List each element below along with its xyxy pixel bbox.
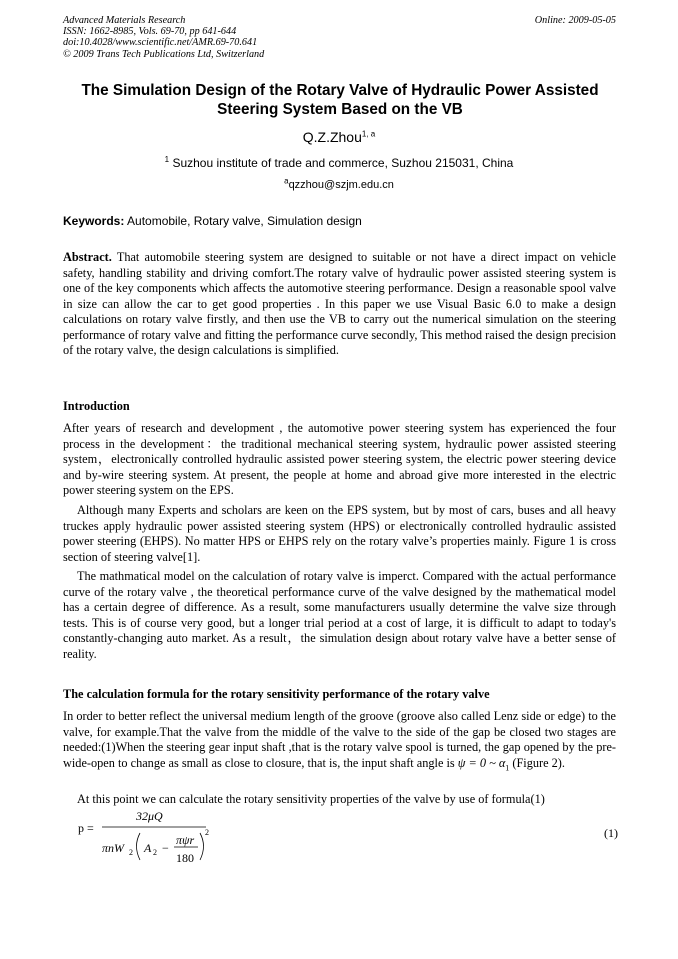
intro-paragraph-2: Although many Experts and scholars are keen on the EPS system, but by most of cars, buses and all heavy truckes apply hydraulic power assisted steering system (HPS) or electronically controlled hydraulic assisted power steering (EHPS). No matter HPS or EHPS rely on the rotary valve’s properties mainly. Figure 1 is cross section of steering valve[1]. (63, 503, 616, 564)
formula-numerator: 32μQ (136, 809, 163, 823)
abstract-text: That automobile steering system are designed to suitable or not have a direct impact on vehicle safety, handling stability and driving comfort.The rotary valve of hydraulic power assisted steering system is one of the key components which affects the automotive steering performance. Design a reasonable spool valve in size can allow the car to get good properties . In this paper we use Visual Basic 6.0 to make a design calculations on rotary valve firstly, and then use the VB to carry out the numerical simulation on the steering performance of rotary valve and fitting the performance curve secondly, This method raised the design precision of the rotary valve, the design calculations is simplified. (63, 250, 616, 357)
formula-den-a: A (144, 841, 152, 855)
online-date: Online: 2009-05-05 (534, 15, 616, 26)
abstract-label: Abstract. (63, 250, 112, 264)
calc-inline-math: ψ = 0 ~ α (457, 755, 506, 770)
affiliation-sup: 1 (164, 155, 170, 164)
formula-inner-num: πψr (176, 833, 195, 847)
affiliation-text: Suzhou institute of trade and commerce, Suzhou 215031, China (172, 156, 514, 170)
doi-line[interactable]: doi:10.4028/www.scientific.net/AMR.69-70.641 (63, 37, 258, 49)
affiliation (0, 155, 678, 171)
copyright-line: © 2009 Trans Tech Publications Ltd, Switzerland (63, 48, 265, 60)
formula-exponent: 2 (205, 828, 209, 837)
email-sup: a (284, 176, 289, 186)
author-sup: 1, a (361, 129, 376, 139)
calc-heading: The calculation formula for the rotary sensitivity performance of the rotary valve (63, 687, 490, 701)
journal-header (63, 15, 616, 60)
intro-paragraph-3: The mathmatical model on the calculation of rotary valve is imperct. Compared with the actual performance curve of the rotary valve , the theoretical performance curve of the valve designed by the mathematical model has a certain degree of difference. As a result, some manufacturers usually determine the valve size through tests. This is of course very good, but a longer trial period at a cost of large, it is difficult to adapt to today's constantly-changing auto market. As a result，the simulation design about rotary valve have a better sense of reality. (63, 569, 616, 661)
formula-lhs: p = (78, 821, 94, 835)
introduction-heading: Introduction (63, 399, 130, 413)
formula-den-prefix: πnW (102, 841, 125, 855)
calc-paragraph-1 (63, 709, 616, 775)
keywords-label: Keywords: (63, 214, 125, 228)
formula-inner-den: 180 (176, 851, 194, 865)
calc-paragraph-1-end: (Figure 2). (512, 755, 565, 770)
calc-paragraph-2: At this point we can calculate the rotary sensitivity properties of the valve by use of formula(1) (77, 792, 545, 806)
formula-left-paren (137, 833, 141, 860)
calc-inline-math-sub: 1 (505, 762, 510, 772)
title-line-2: Steering System Based on the VB (217, 101, 463, 118)
author-name: Q.Z.Zhou (302, 129, 362, 145)
issn-line: ISSN: 1662-8985, Vols. 69-70, pp 641-644 (63, 26, 237, 38)
journal-name: Advanced Materials Research (63, 15, 186, 26)
keywords (63, 213, 616, 229)
abstract (63, 250, 616, 359)
email (0, 177, 678, 193)
email-address[interactable]: qzzhou@szjm.edu.cn (288, 179, 394, 191)
author (0, 128, 678, 146)
keywords-text: Automobile, Rotary valve, Simulation design (127, 214, 362, 228)
formula-right-paren (200, 833, 204, 860)
formula-1 (78, 808, 618, 868)
calc-paragraph-1-text: In order to better reflect the universal medium length of the groove (groove also called Lenz side or edge) to the valve, for example.That the valve from the middle of the valve to the side of the gap be closed two stages are needed:(1)When the steering gear input shaft ,that is the rotary valve spool is turned, the gap opened by the pre-wide-open to change as small as close to closure, that is, the input shaft angle is (63, 709, 616, 770)
formula-den-prefix-sub: 2 (129, 848, 133, 857)
intro-paragraph-1: After years of research and development , the automotive power steering system has experienced the four process in the development：the traditional mechanical steering system, hydraulic power assisted steering system，electronically controlled hydraulic assisted power steering system, the electric power steering device and by-wire steering system. At present, the people at home and abroad give more interested in the electric power steering system on the EPS. (63, 421, 616, 497)
title-line-1: The Simulation Design of the Rotary Valve of Hydraulic Power Assisted (81, 82, 599, 99)
paper-title (40, 81, 640, 119)
formula-den-minus: − (162, 841, 169, 855)
formula-number: (1) (604, 826, 618, 840)
formula-svg (78, 808, 278, 868)
formula-den-a-sub: 2 (153, 848, 157, 857)
